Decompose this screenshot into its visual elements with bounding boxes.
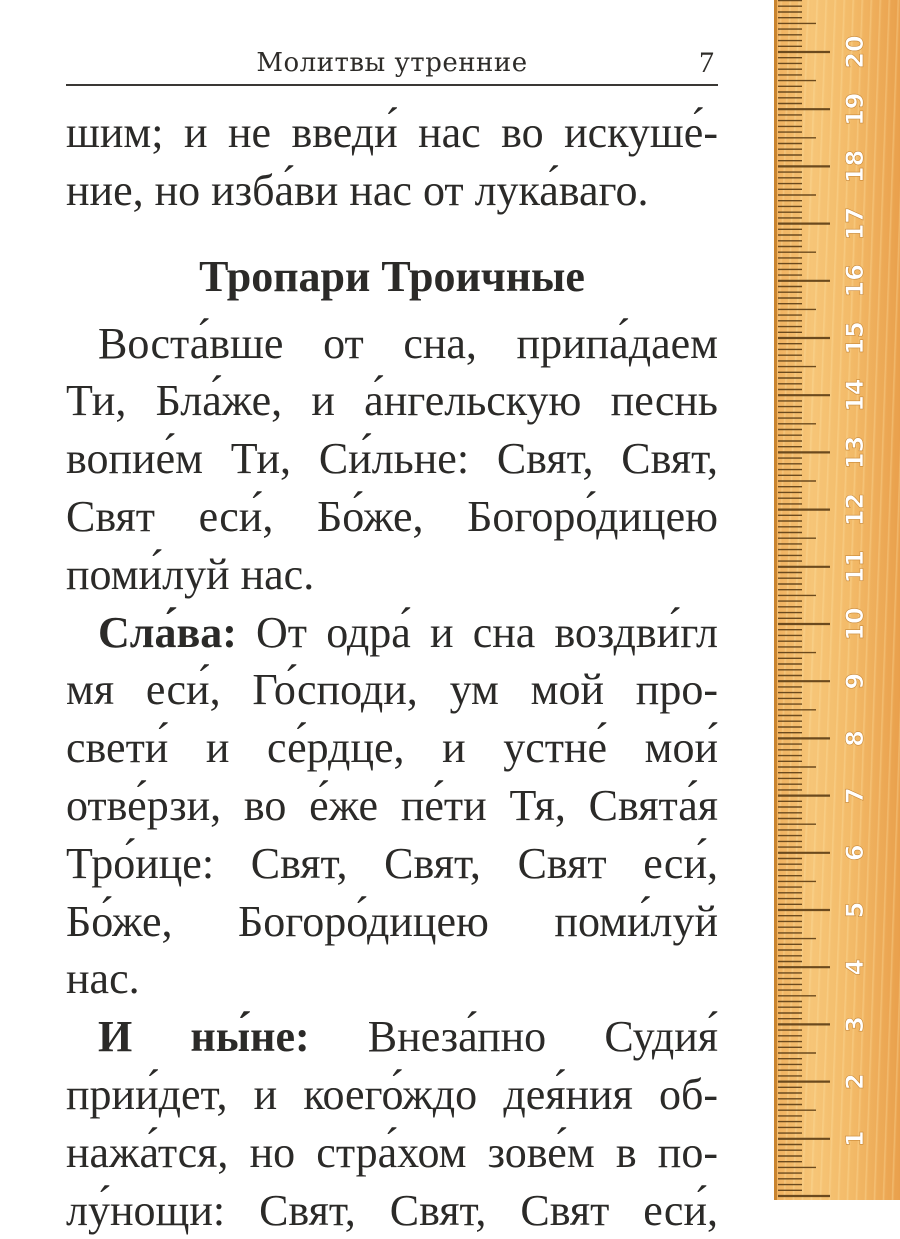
text-line: Бо́же, Богоро́дицею поми́луй <box>66 896 718 946</box>
ruler-cm-label: 5 <box>841 901 869 919</box>
text-line: нажа́тся, но стра́хом зове́м в по- <box>66 1127 718 1177</box>
running-header <box>66 40 718 86</box>
text-line: свети́ и се́рдце, и устне́ мои́ <box>66 723 718 773</box>
glory-first-line: От одра́ и сна воздви́гл <box>256 607 718 657</box>
ruler-cm-label: 15 <box>841 321 869 355</box>
section-heading: Тропари Троичные <box>199 251 585 301</box>
ruler-cm-label: 9 <box>841 672 869 690</box>
ruler-cm-label: 17 <box>841 206 869 241</box>
ruler-cm-label: 13 <box>841 435 869 470</box>
ruler-cm-label: 3 <box>841 1016 869 1033</box>
troparion-paragraph <box>66 315 718 604</box>
ruler-cm-label: 1 <box>841 1130 869 1148</box>
now-lead: И ны́не: <box>98 1012 310 1062</box>
text-line <box>66 604 718 662</box>
text-line: нас. <box>66 954 140 1004</box>
glory-paragraph <box>66 604 718 1009</box>
ruler-cm-label: 11 <box>841 550 869 584</box>
text-line: мя еси́, Го́споди, ум мой про- <box>66 665 718 715</box>
text-line: шим; и не введи́ нас во искуше́- <box>66 108 718 157</box>
text-line: вопие́м Ти, Си́льне: Свят, Свят, <box>66 434 718 484</box>
text-line: поми́луй нас. <box>66 549 315 599</box>
text-line: прии́дет, и коего́ждо дея́ния об- <box>66 1069 718 1119</box>
ruler-cm-label: 6 <box>841 844 869 862</box>
ruler-cm-label: 20 <box>841 35 869 69</box>
body-text <box>66 104 718 1239</box>
header-rule <box>66 84 718 86</box>
text-line: Свят еси́, Бо́же, Богоро́дицею <box>66 491 718 541</box>
ruler-cm-label: 18 <box>841 149 869 184</box>
continuation-paragraph <box>66 104 718 220</box>
ruler-cm-label: 8 <box>841 730 869 747</box>
glory-lead: Сла́ва: <box>98 607 237 657</box>
ruler-cm-label: 16 <box>841 264 869 298</box>
ruler-cm-label: 7 <box>841 787 869 804</box>
now-first-line: Внеза́пно Судия́ <box>367 1012 718 1062</box>
ruler-cm-label: 4 <box>841 958 869 976</box>
now-paragraph <box>66 1008 718 1239</box>
ruler-cm-label: 10 <box>841 607 869 641</box>
text-line <box>66 1008 718 1066</box>
ruler-scale <box>774 0 900 1200</box>
text-line: Тро́ице: Свят, Свят, Свят еси́, <box>66 838 718 888</box>
wooden-ruler <box>774 0 900 1200</box>
text-line: ние, но изба́ви нас от лука́ваго. <box>66 165 649 215</box>
text-line: Воста́вше от сна, припа́даем <box>98 318 718 368</box>
text-line: лу́нощи: Свят, Свят, Свят еси́, <box>66 1185 718 1235</box>
ruler-cm-label: 19 <box>841 92 869 126</box>
text-line: отве́рзи, во е́же пе́ти Тя, Свята́я <box>66 780 718 830</box>
ruler-cm-label: 12 <box>841 492 869 527</box>
header-title: Молитвы утренние <box>256 48 528 78</box>
text-line: Ти, Бла́же, и а́нгельскую песнь <box>66 376 718 426</box>
ruler-cm-label: 2 <box>841 1073 869 1090</box>
page-number: 7 <box>699 46 714 79</box>
ruler-cm-label: 14 <box>841 378 869 412</box>
